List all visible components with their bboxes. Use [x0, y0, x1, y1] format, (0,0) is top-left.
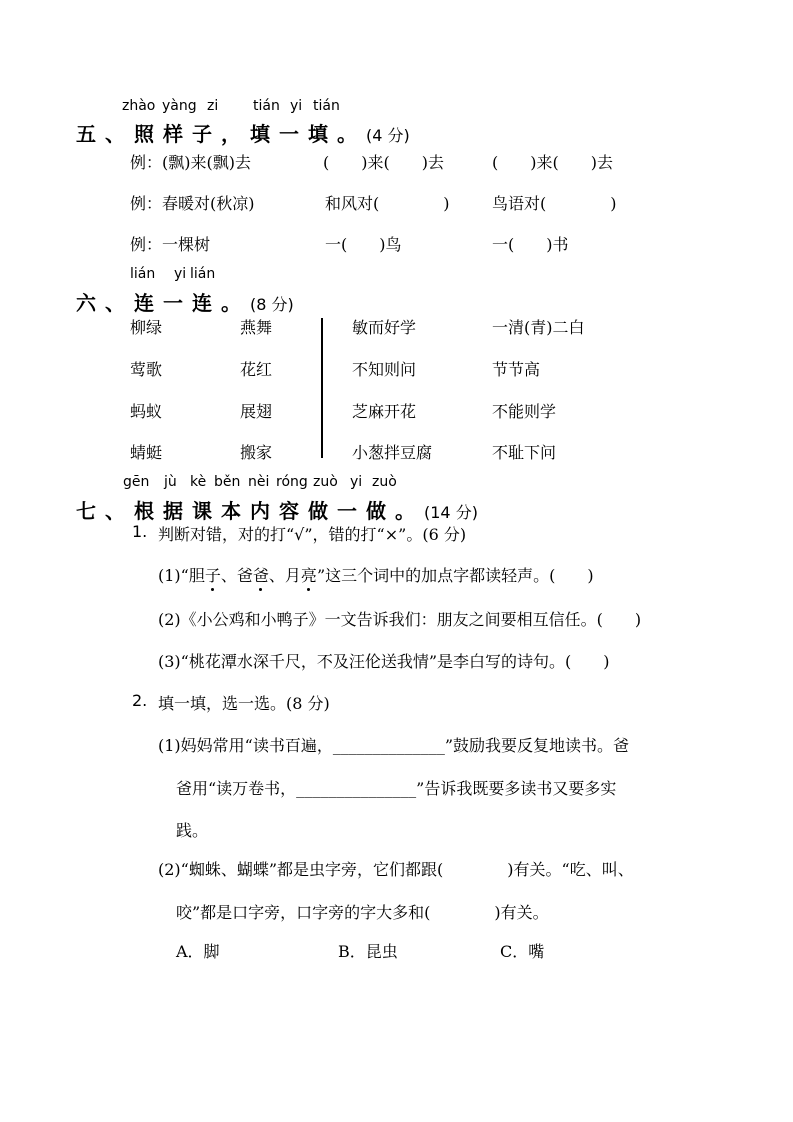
pinyin: jù [164, 474, 177, 490]
section-6-heading [76, 287, 294, 316]
pinyin: nèi [248, 474, 270, 490]
pinyin: běn [214, 474, 241, 490]
pinyin: zuò [313, 474, 338, 490]
section-points: (8 分) [250, 295, 294, 314]
dotted-char: 爸 [253, 563, 269, 586]
section-title: 照样子，填一填。 [134, 122, 366, 146]
pinyin: yi [290, 98, 303, 114]
match-item: 敏而好学 [352, 318, 417, 337]
pinyin: zhào [122, 98, 156, 114]
match-item: 芝麻开花 [352, 402, 417, 421]
fill-blank: 鸟语对( ) [492, 194, 617, 213]
section-number: 七、 [76, 499, 134, 523]
match-item: 节节高 [492, 360, 541, 379]
question-item: (3)“桃花潭水深千尺，不及汪伦送我情”是李白写的诗句。( ) [158, 652, 610, 671]
example-text: 例：(飘)来(飘)去 [130, 153, 251, 172]
match-item: 莺歌 [130, 360, 163, 379]
divider-line [321, 318, 323, 458]
match-item: 一清(青)二白 [492, 318, 585, 337]
pinyin: tián [253, 98, 280, 114]
match-item: 小葱拌豆腐 [352, 443, 433, 462]
section-number: 五、 [76, 122, 134, 146]
pinyin: róng [276, 474, 308, 490]
match-item: 燕舞 [240, 318, 273, 337]
match-item: 不知则问 [352, 360, 417, 379]
question-item: (2)“蜘蛛、蝴蝶”都是虫字旁，它们都跟( )有关。“吃、叫、 [158, 860, 634, 879]
match-item: 展翅 [240, 402, 273, 421]
question-item: (1)“胆子、爸爸、月亮”这三个词中的加点字都读轻声。( ) [158, 563, 594, 586]
example-text: 例：一棵树 [130, 235, 211, 254]
fill-blank: ( )来( )去 [323, 153, 444, 172]
section-7-heading [76, 495, 478, 524]
example-text: 例：春暖对(秋凉) [130, 194, 255, 213]
question-item: (2)《小公鸡和小鸭子》一文告诉我们：朋友之间要相互信任。( ) [158, 610, 642, 629]
pinyin: gēn [123, 474, 150, 490]
dotted-char: 子 [205, 563, 221, 586]
question-item: 咬”都是口字旁，口字旁的字大多和( )有关。 [176, 903, 549, 922]
fill-blank: ( )来( )去 [492, 153, 613, 172]
match-item: 蚂蚁 [130, 402, 163, 421]
question-item: (1)妈妈常用“读书百遍，______________”鼓励我要反复地读书。爸 [158, 736, 630, 755]
section-number: 六、 [76, 291, 134, 315]
pinyin: tián [313, 98, 340, 114]
fill-blank: 一( )书 [492, 235, 569, 254]
pinyin: kè [190, 474, 207, 490]
question-item: 践。 [176, 821, 209, 840]
pinyin: yàng [162, 98, 197, 114]
match-item: 搬家 [240, 443, 273, 462]
pinyin: yi [350, 474, 363, 490]
section-points: (4 分) [366, 126, 410, 145]
match-item: 不能则学 [492, 402, 557, 421]
dotted-char: 亮 [301, 563, 317, 586]
question-number: 1. [132, 522, 148, 541]
match-item: 花红 [240, 360, 273, 379]
match-item: 蜻蜓 [130, 443, 163, 462]
option-a: A．脚 [176, 942, 220, 961]
pinyin: lián [130, 266, 156, 282]
pinyin: lián [190, 266, 216, 282]
question-text: 填一填，选一选。(8 分) [158, 694, 330, 713]
fill-blank: 一( )鸟 [325, 235, 402, 254]
question-text: 判断对错，对的打“√”，错的打“×”。(6 分) [158, 525, 467, 544]
match-item: 不耻下问 [492, 443, 557, 462]
section-5-heading [76, 118, 410, 147]
option-b: B．昆虫 [338, 942, 398, 961]
section-title: 连一连。 [134, 291, 250, 315]
pinyin: zi [207, 98, 219, 114]
question-number: 2. [132, 691, 148, 710]
question-item: 爸用“读万卷书，_______________”告诉我既要多读书又要多实 [176, 779, 617, 798]
section-points: (14 分) [424, 503, 478, 522]
pinyin: yi [174, 266, 187, 282]
match-item: 柳绿 [130, 318, 163, 337]
fill-blank: 和风对( ) [325, 194, 450, 213]
option-c: C．嘴 [500, 942, 545, 961]
pinyin: zuò [372, 474, 397, 490]
section-title: 根据课本内容做一做。 [134, 499, 424, 523]
